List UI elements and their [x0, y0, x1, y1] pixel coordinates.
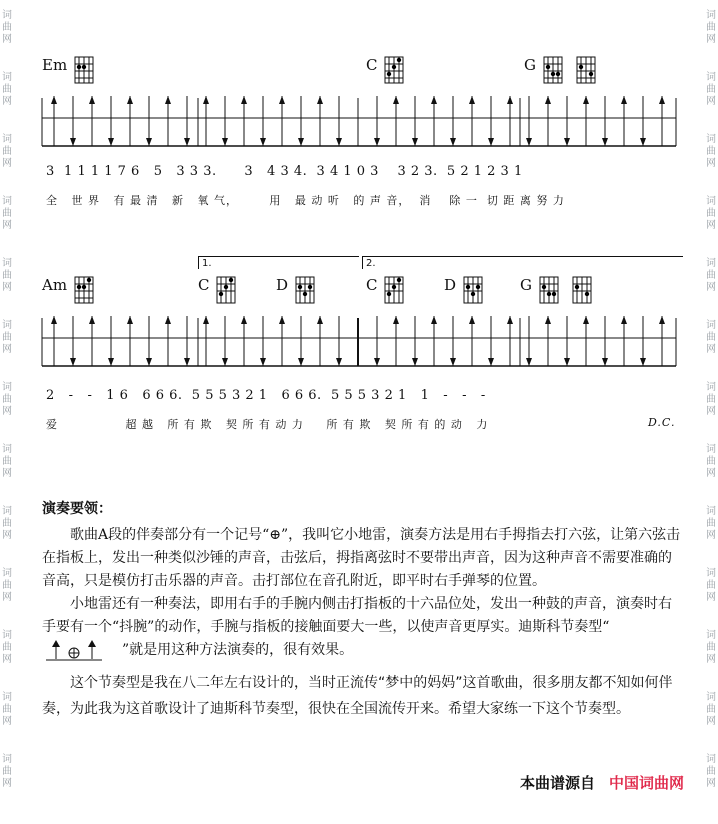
notes-heading: 演奏要领：: [42, 501, 112, 517]
chord-diagram-icon: [74, 276, 94, 304]
notes-paragraph-2-text-b: ”就是用这种方法演奏的，很有效果。: [122, 642, 354, 658]
volta-label-1: 1.: [202, 258, 212, 269]
watermark-glyphs: 词 曲 网: [706, 10, 716, 45]
numbered-notation: 2 - - 1 6 6 6 6. 5 5 5 3 2 1 6 6 6. 5 5 5 3 2 1 1 - - -: [46, 388, 486, 403]
notes-paragraph-2-text-a: 小地雷还有一种奏法，即用右手的手腕内侧击打指板的十六品位处，发出一种鼓的声音，演奏时右手要有一个“抖腕”的动作，手腕与指板的接触面要大一些，以使声音更厚实。迪斯科节奏型“: [42, 596, 672, 635]
watermark-glyphs: 词 曲 网: [2, 568, 12, 603]
watermark-glyphs: 词 曲 网: [2, 258, 12, 293]
chord-g: G: [524, 56, 596, 84]
notes-paragraph-1: 歌曲A段的伴奏部分有一个记号“⊕”，我叫它小地雷，演奏方法是用右手拇指去打六弦，让第六弦击在指板上，发出一种类似沙锤的声音，击弦后，拇指离弦时不要带出声音，因为这种声音不需要准确的音高，只是模仿打击乐器的声音。击打部位在音孔附近，即平时右手弹琴的位置。: [42, 527, 681, 589]
watermark-glyphs: 词 曲 网: [706, 754, 716, 789]
watermark-glyphs: 词 曲 网: [2, 134, 12, 169]
chord-d: D: [444, 276, 483, 304]
score-system-1: [0, 40, 718, 220]
chord-diagram-icon: [216, 276, 236, 304]
watermark-glyphs: 词 曲 网: [706, 506, 716, 541]
chord-c: C: [366, 276, 404, 304]
watermark-glyphs: 词 曲 网: [2, 506, 12, 541]
chord-diagram-icon: [295, 276, 315, 304]
lyrics-line: 爱 超 越 所 有 欺 契 所 有 动 力 所 有 欺 契 所 有 的 动 力: [46, 418, 489, 431]
chord-diagram-icon: [539, 276, 559, 304]
playing-notes: [42, 498, 682, 722]
watermark-glyphs: 词 曲 网: [706, 444, 716, 479]
watermark-glyphs: 词 曲 网: [706, 382, 716, 417]
dc-mark: D.C.: [648, 416, 676, 429]
chord-diagram-icon: [384, 276, 404, 304]
chord-diagram-icon: [384, 56, 404, 84]
source-label: 本曲谱源自: [519, 774, 595, 792]
volta-bracket-1: [198, 256, 359, 269]
chord-diagram-icon: [576, 56, 596, 84]
chord-d: D: [276, 276, 315, 304]
lyrics-line: 全 世 界 有 最 清 新 氧 气， 用 最 动 听 的 声 音， 消 除 一 切 距 离 努 力: [46, 194, 565, 207]
watermark-glyphs: 词 曲 网: [2, 72, 12, 107]
chord-diagram-icon: [572, 276, 592, 304]
chord-diagram-icon: [74, 56, 94, 84]
watermark-glyphs: 词 曲 网: [706, 258, 716, 293]
watermark-glyphs: 词 曲 网: [706, 134, 716, 169]
watermark-glyphs: 词 曲 网: [706, 568, 716, 603]
watermark-glyphs: 词 曲 网: [2, 754, 12, 789]
volta-label-2: 2.: [366, 258, 376, 269]
chord-c: C: [366, 56, 404, 84]
rhythm-staff: [0, 308, 718, 368]
chord-am: Am: [42, 276, 94, 304]
watermark-glyphs: 词 曲 网: [706, 72, 716, 107]
score-system-2: [0, 252, 718, 442]
notes-paragraph-3: 这个节奏型是我在八二年左右设计的，当时正流传“梦中的妈妈”这首歌曲，很多朋友都不知如何伴奏，为此我为这首歌设计了迪斯科节奏型，很快在全国流传开来。希望大家练一下这个节奏型。: [42, 675, 673, 717]
watermark-glyphs: 词 曲 网: [706, 320, 716, 355]
volta-bracket-2: [362, 256, 683, 269]
watermark-glyphs: 词 曲 网: [2, 382, 12, 417]
numbered-notation: 3 1 1 1 1 7 6 5 3 3 3. 3 4 3 4. 3 4 1 0 3 3 2 3. 5 2 1 2 3 1: [46, 164, 523, 179]
site-link[interactable]: 中国词曲网: [608, 774, 684, 792]
rhythm-staff: [0, 88, 718, 148]
watermark-glyphs: 词 曲 网: [2, 196, 12, 231]
chord-em: Em: [42, 56, 94, 84]
watermark-glyphs: 词 曲 网: [2, 320, 12, 355]
watermark-glyphs: 词 曲 网: [2, 10, 12, 45]
watermark-glyphs: 词 曲 网: [706, 692, 716, 727]
chord-diagram-icon: [543, 56, 563, 84]
watermark-glyphs: 词 曲 网: [706, 630, 716, 665]
rhythm-pattern-icon: [42, 639, 122, 661]
chord-g: G: [520, 276, 592, 304]
chord-c: C: [198, 276, 236, 304]
chord-diagram-icon: [463, 276, 483, 304]
watermark-glyphs: 词 曲 网: [2, 444, 12, 479]
source-footer: [520, 772, 684, 793]
watermark-glyphs: 词 曲 网: [2, 630, 12, 665]
watermark-glyphs: 词 曲 网: [706, 196, 716, 231]
notes-paragraph-2: [42, 593, 682, 662]
watermark-glyphs: 词 曲 网: [2, 692, 12, 727]
